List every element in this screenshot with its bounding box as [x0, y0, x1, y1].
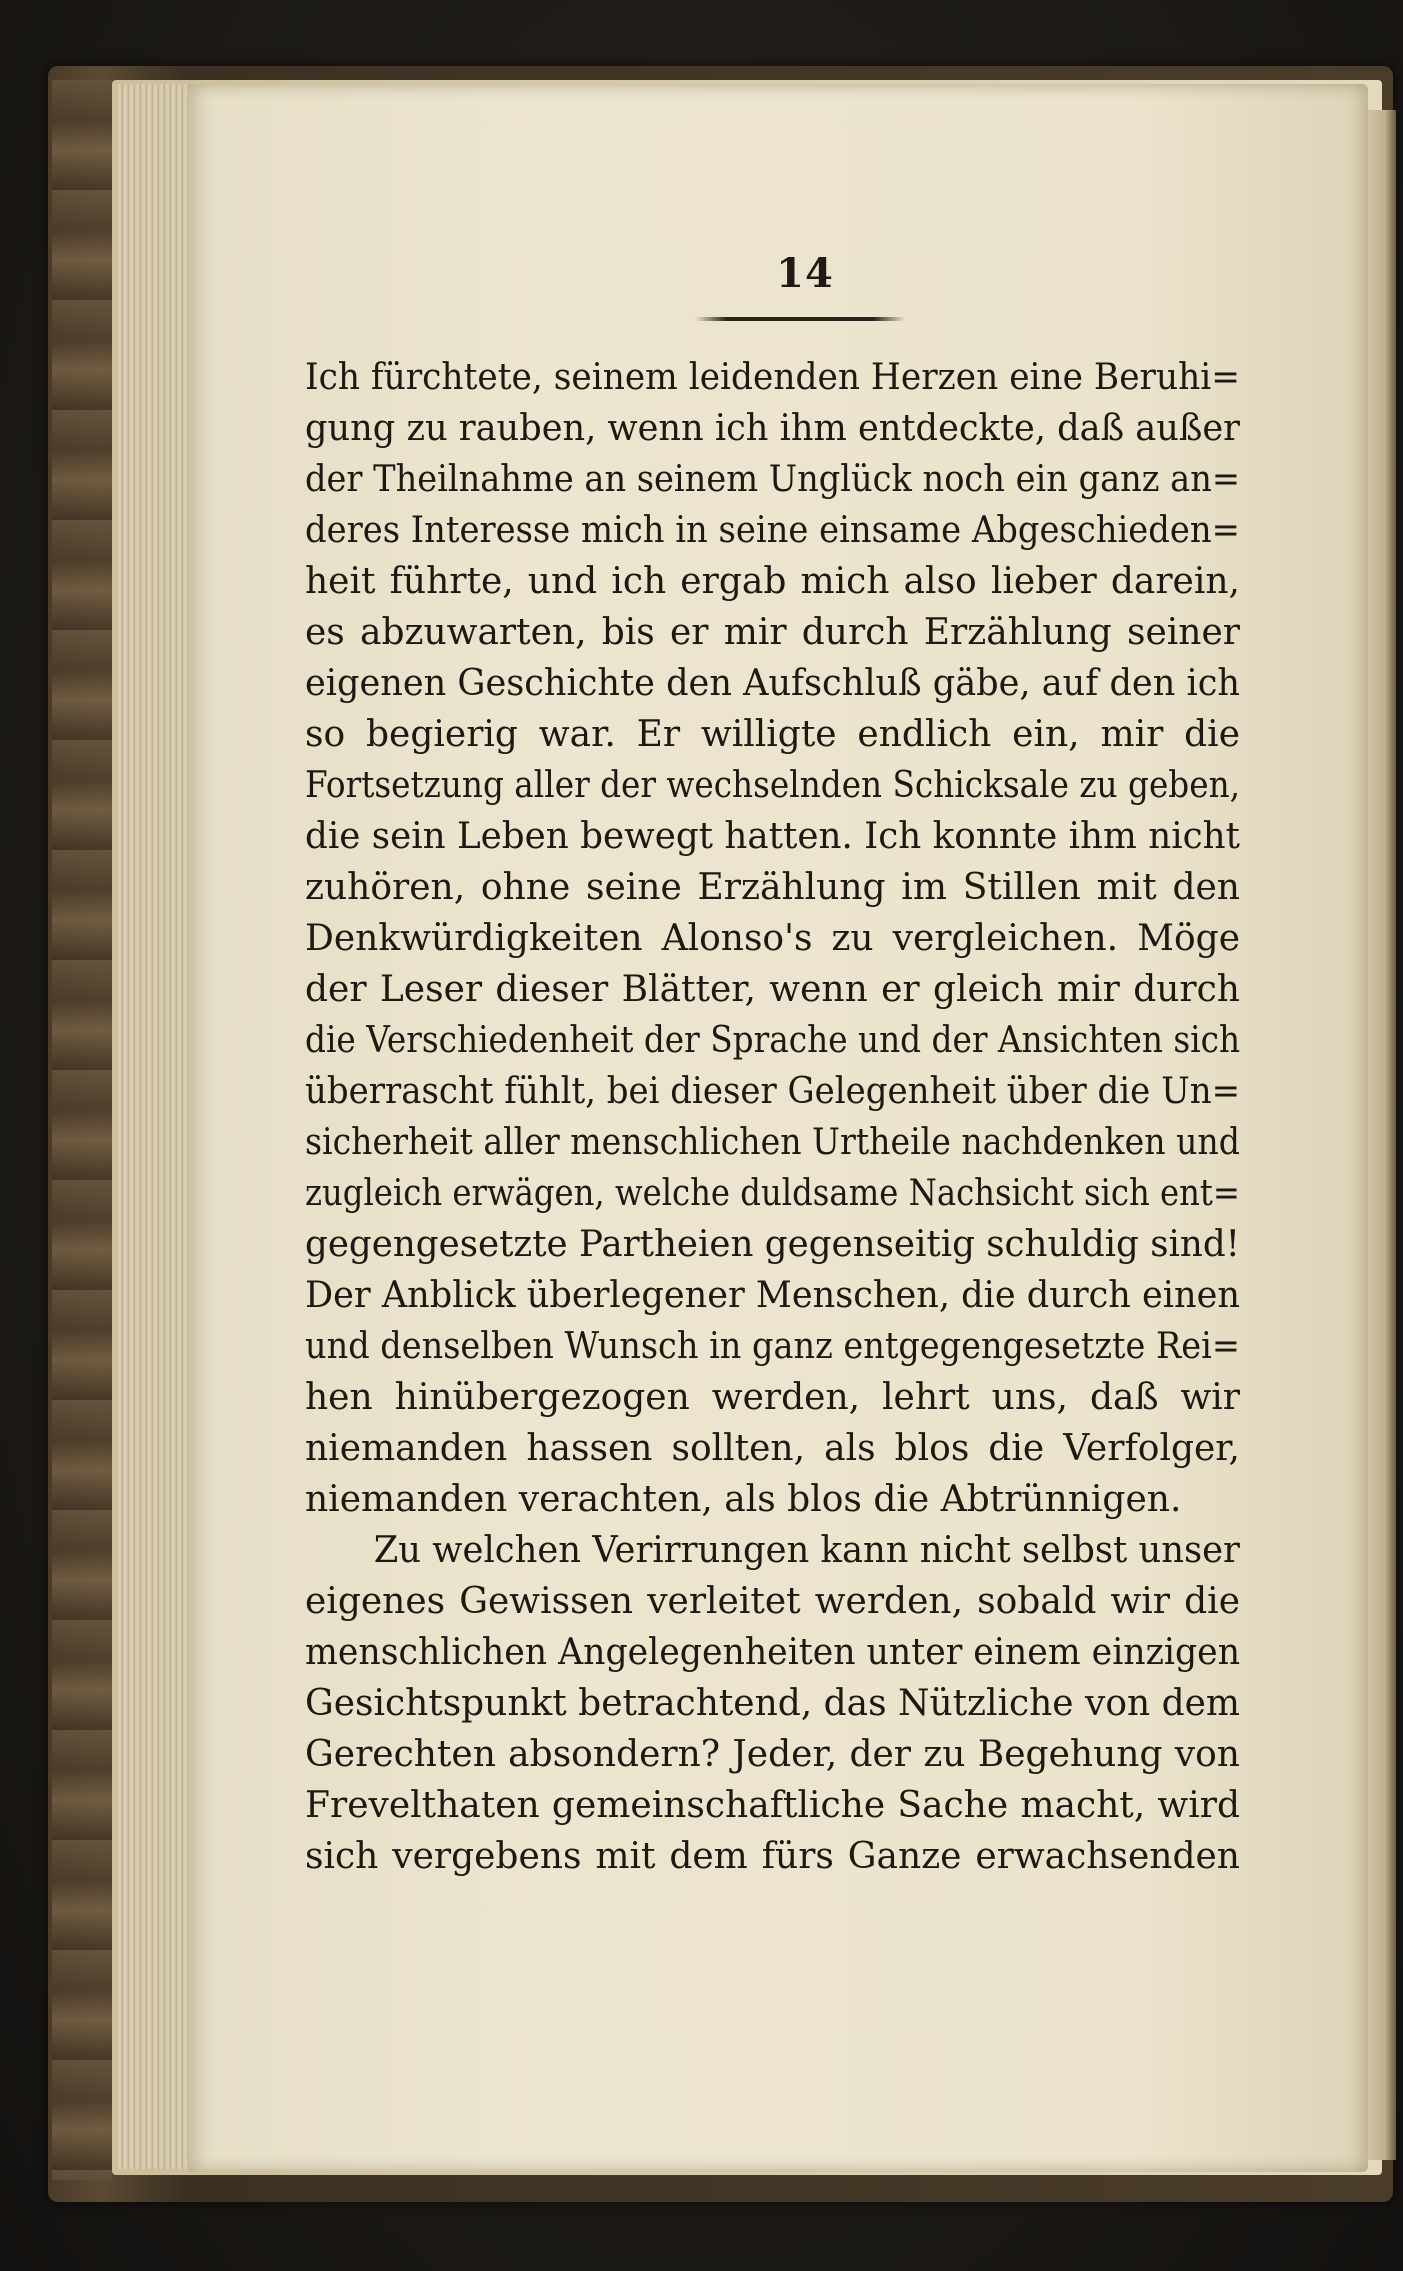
text-line: niemanden hassen sollten, als blos die Verfolger, — [305, 1428, 1240, 1469]
text-line: eigenes Gewissen verleitet werden, sobald wir die — [305, 1581, 1240, 1622]
text-line: es abzuwarten, bis er mir durch Erzählung seiner — [305, 612, 1240, 653]
page-edges — [118, 84, 192, 2169]
text-line: Ich fürchtete, seinem leidenden Herzen eine Beruhi= — [305, 357, 1241, 398]
text-line: Gesichtspunkt betrachtend, das Nützliche von dem — [305, 1683, 1240, 1724]
text-line: überrascht fühlt, bei dieser Gelegenheit über die Un= — [305, 1071, 1241, 1112]
text-line: die Verschiedenheit der Sprache und der Ansichten sich — [305, 1020, 1241, 1061]
text-line: Frevelthaten gemeinschaftliche Sache macht, wird — [305, 1785, 1240, 1826]
text-line: Zu welchen Verirrungen kann nicht selbst unser — [373, 1530, 1240, 1571]
text-line: Gerechten absondern? Jeder, der zu Begehung von — [305, 1734, 1240, 1775]
text-line: so begierig war. Er willigte endlich ein, mir die — [305, 714, 1240, 755]
text-line: heit führte, und ich ergab mich also lieber darein, — [305, 561, 1240, 602]
right-page-edge — [1368, 110, 1396, 2160]
text-line: hen hinübergezogen werden, lehrt uns, daß wir — [305, 1377, 1240, 1418]
text-line: gung zu rauben, wenn ich ihm entdeckte, daß außer — [305, 408, 1240, 449]
text-line: Der Anblick überlegener Menschen, die durch einen — [305, 1275, 1240, 1316]
text-line: zugleich erwägen, welche duldsame Nachsicht sich ent= — [305, 1173, 1240, 1214]
text-line: gegengesetzte Partheien gegenseitig schuldig sind! — [305, 1224, 1240, 1265]
page-number: 14 — [776, 250, 834, 297]
text-line: niemanden verachten, als blos die Abtrünnigen. — [305, 1479, 1182, 1520]
text-line: sicherheit aller menschlichen Urtheile nachdenken und — [305, 1122, 1240, 1163]
text-line: Fortsetzung aller der wechselnden Schicksale zu geben, — [305, 765, 1241, 806]
text-line: und denselben Wunsch in ganz entgegengesetzte Rei= — [305, 1326, 1240, 1367]
text-line: deres Interesse mich in seine einsame Abgeschieden= — [305, 510, 1240, 551]
worn-spine-edge — [52, 80, 112, 2180]
text-line: zuhören, ohne seine Erzählung im Stillen mit den — [305, 867, 1240, 908]
text-line: menschlichen Angelegenheiten unter einem einzigen — [305, 1632, 1241, 1673]
text-line: sich vergebens mit dem fürs Ganze erwachsenden — [305, 1836, 1240, 1877]
body-text — [305, 352, 1240, 1882]
text-line: eigenen Geschichte den Aufschluß gäbe, auf den ich — [305, 663, 1240, 704]
header-rule — [695, 317, 905, 321]
text-line: Denkwürdigkeiten Alonso's zu vergleichen. Möge — [305, 918, 1240, 959]
text-line: der Theilnahme an seinem Unglück noch ein ganz an= — [305, 459, 1241, 500]
text-line: der Leser dieser Blätter, wenn er gleich mir durch — [305, 969, 1240, 1010]
text-line: die sein Leben bewegt hatten. Ich konnte ihm nicht — [305, 816, 1240, 857]
